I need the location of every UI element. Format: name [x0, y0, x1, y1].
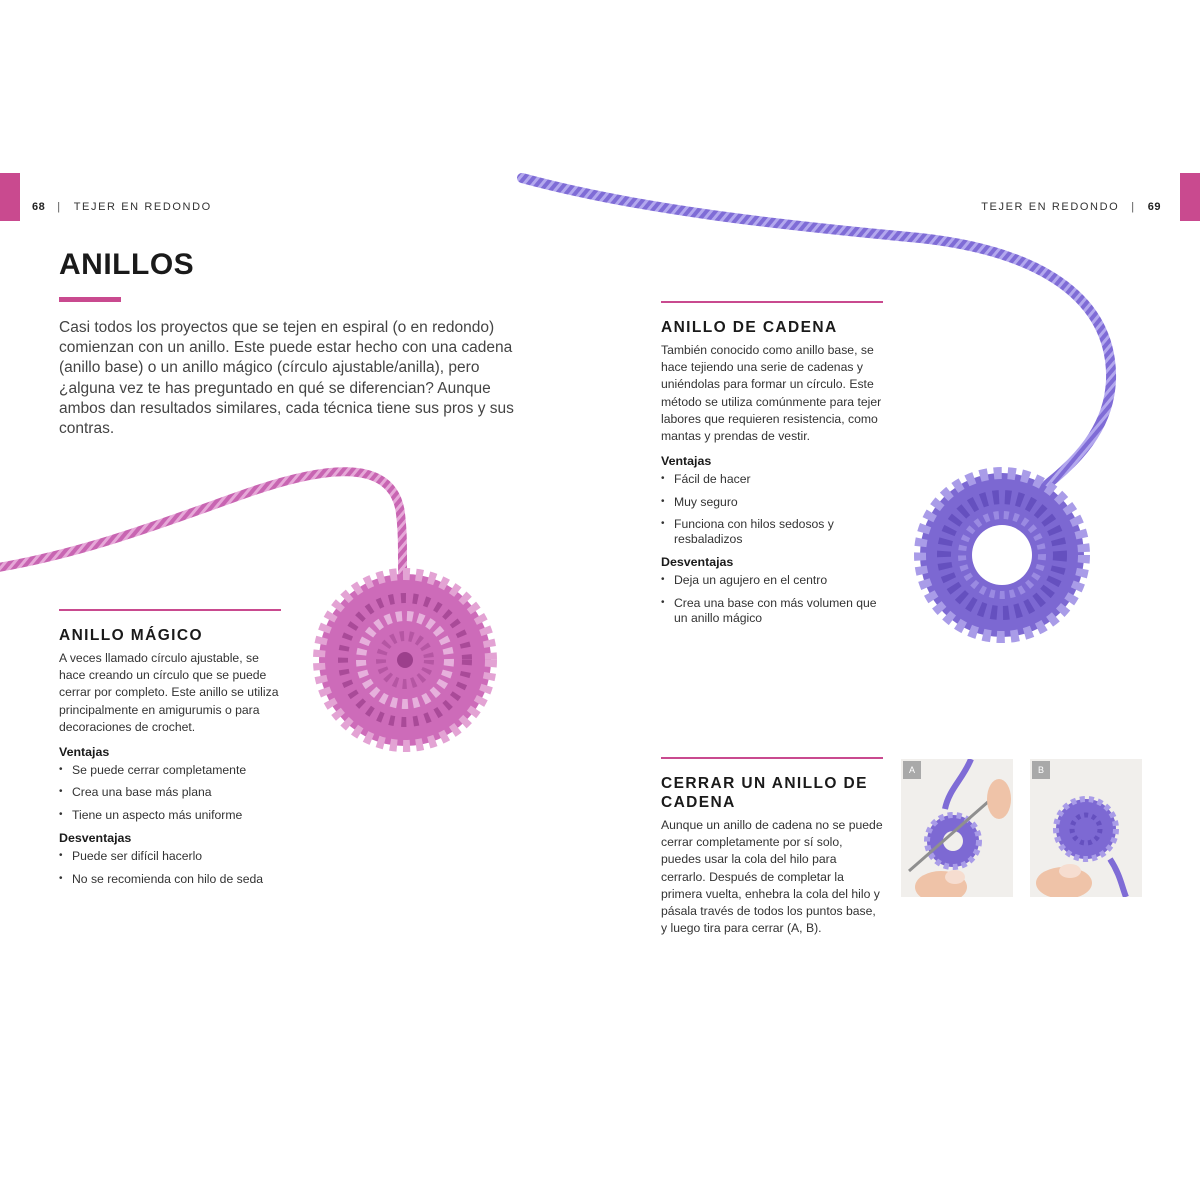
section-heading: ANILLO DE CADENA	[661, 319, 838, 336]
section-rule	[661, 301, 883, 303]
left-running-head	[32, 201, 212, 213]
left-page-tab	[0, 173, 20, 221]
list-item: • Se puede cerrar completamente	[59, 763, 281, 778]
intro-paragraph: Casi todos los proyectos que se tejen en espiral (o en redondo) comienzan con un anillo. Este puede estar hecho con una cadena (anillo base) o un anillo mágico (círculo ajustable/anilla), pero ¿alguna vez te has preguntado en qué se diferencian? Aunque ambos dan resultados similares, cada técnica tiene sus pros y sus contras.	[59, 319, 514, 438]
chapter-title: TEJER EN REDONDO	[73, 201, 212, 213]
section-body: Aunque un anillo de cadena no se puede cerrar completamente por sí solo, puedes usar la cola del hilo para cerrarlo. Después de completar la primera vuelta, enhebra la cola del hilo y pásala través de todos los puntos base, y luego tira para cerrar (A, B).	[661, 818, 883, 936]
section-rule	[661, 757, 883, 759]
chapter-title: TEJER EN REDONDO	[981, 201, 1120, 213]
list-item: • Muy seguro	[661, 495, 883, 510]
pros-list	[59, 763, 281, 822]
purple-chain-ring	[920, 473, 1084, 637]
list-item: • Crea una base más plana	[59, 785, 281, 800]
right-page-tab	[1180, 173, 1200, 221]
header-separator: |	[57, 201, 62, 213]
list-item: • Funciona con hilos sedosos y resbaladizos	[661, 517, 883, 547]
pros-heading: Ventajas	[661, 454, 712, 469]
photo-label-a: A	[903, 761, 921, 779]
pink-magic-ring	[319, 574, 491, 746]
photo-label-b: B	[1032, 761, 1050, 779]
step-photo-a	[901, 759, 1013, 897]
pros-list	[661, 472, 883, 546]
page-number: 68	[32, 201, 46, 213]
list-item: • Crea una base con más volumen que un anillo mágico	[661, 596, 883, 626]
cons-heading: Desventajas	[661, 555, 734, 570]
list-item: • Fácil de hacer	[661, 472, 883, 487]
pink-yarn-strand	[0, 472, 405, 600]
step-photo-a-illustration	[901, 759, 1013, 897]
list-item: • Deja un agujero en el centro	[661, 573, 883, 588]
list-item: • No se recomienda con hilo de seda	[59, 872, 281, 887]
header-separator: |	[1131, 201, 1136, 213]
step-photo-b-illustration	[1030, 759, 1142, 897]
cons-heading: Desventajas	[59, 831, 132, 846]
section-heading: CERRAR UN ANILLO DE CADENA	[661, 775, 868, 811]
close-chain-ring-section	[661, 757, 883, 937]
section-rule	[59, 609, 281, 611]
page-title: ANILLOS	[59, 248, 195, 281]
section-body: A veces llamado círculo ajustable, se hace creando un círculo que se puede cerrar por completo. Este anillo se utiliza principalmente en amigurumis o para decoraciones de crochet.	[59, 651, 279, 734]
magic-ring-section	[59, 609, 281, 894]
cons-list	[59, 849, 281, 886]
page-number: 69	[1147, 201, 1161, 213]
chain-ring-section	[661, 301, 883, 633]
section-body: También conocido como anillo base, se hace tejiendo una serie de cadenas y uniéndolas para formar un círculo. Este método se utiliza comúnmente para tejer labores que requieren resistencia, como mantas y prendas de vestir.	[661, 343, 882, 444]
title-underline	[59, 297, 121, 302]
pros-heading: Ventajas	[59, 745, 110, 760]
cons-list	[661, 573, 883, 625]
step-photo-b	[1030, 759, 1142, 897]
list-item: • Puede ser difícil hacerlo	[59, 849, 281, 864]
list-item: • Tiene un aspecto más uniforme	[59, 808, 281, 823]
section-heading: ANILLO MÁGICO	[59, 627, 203, 644]
right-running-head	[981, 201, 1161, 213]
